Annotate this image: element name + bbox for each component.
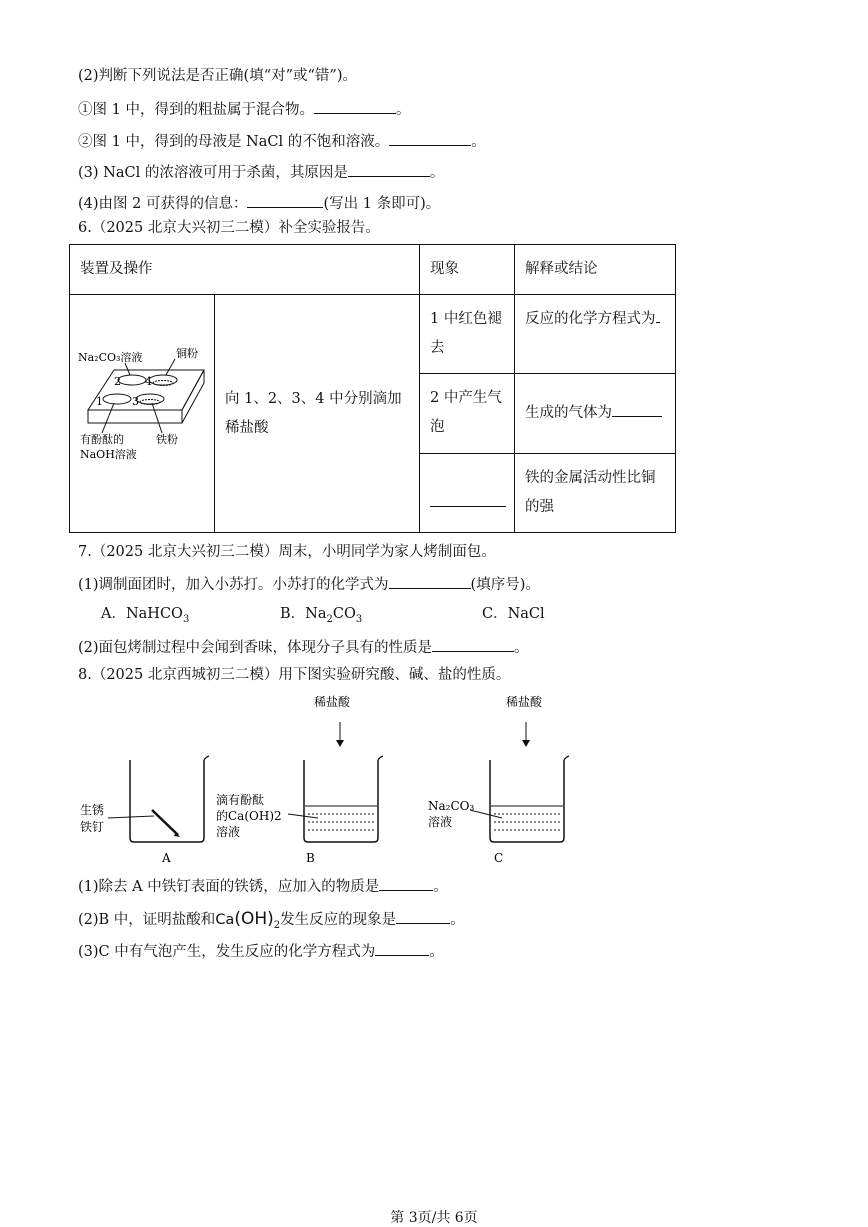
q5-part3: (3) NaCl 的浓溶液可用于杀菌，其原因是 。	[78, 161, 444, 183]
answer-blank[interactable]	[389, 130, 471, 146]
label-na2co3-solution: Na₂CO₃溶液	[78, 351, 143, 364]
answer-blank[interactable]	[430, 492, 506, 507]
conclusion-2: 生成的气体为	[515, 374, 676, 453]
label-acid-b: 稀盐酸	[314, 695, 351, 709]
phenomenon-3-blank[interactable]	[420, 453, 515, 532]
label-rusty: 生锈	[80, 803, 105, 817]
q7-title: 7.（2025 北京大兴初三二模）周末，小明同学为家人烤制面包。	[78, 544, 496, 560]
label-b-line2: 的Ca(OH)2	[216, 809, 282, 823]
experiment-report-table	[69, 244, 676, 533]
label-copper-powder: 铜粉	[176, 347, 198, 360]
header-conclusion: 解释或结论	[515, 245, 676, 295]
answer-blank[interactable]	[396, 908, 450, 924]
q8-part1: (1)除去 A 中铁钉表面的铁锈，应加入的物质是 。	[78, 875, 448, 897]
q5-part2: (2)判断下列说法是否正确(填“对”或“错”)。	[78, 68, 358, 84]
header-setup: 装置及操作	[70, 245, 420, 295]
setup-figure-cell	[70, 295, 215, 533]
q5-statement-1: ①图 1 中，得到的粗盐属于混合物。 。	[78, 98, 410, 120]
q5-part4: (4)由图 2 可获得的信息： (写出 1 条即可)。	[78, 192, 440, 214]
q8-title: 8.（2025 北京西城初三二模）用下图实验研究酸、碱、盐的性质。	[78, 667, 511, 683]
label-c-line1: Na₂CO₃	[428, 799, 475, 813]
q7-option-a: A．NaHCO$_3$	[101, 606, 190, 625]
well-number-3: 3	[132, 395, 139, 408]
answer-blank[interactable]	[348, 161, 430, 177]
q7-part1: (1)调制面团时，加入小苏打。小苏打的化学式为 (填序号)。	[78, 573, 540, 595]
label-beaker-b: B	[306, 851, 315, 865]
answer-blank[interactable]	[389, 573, 471, 589]
well-number-1: 1	[96, 395, 103, 408]
label-b-line3: 溶液	[216, 825, 241, 839]
answer-blank[interactable]	[656, 307, 660, 323]
operation-cell: 向 1、2、3、4 中分别滴加稀盐酸	[215, 295, 420, 533]
phenomenon-2: 2 中产生气泡	[420, 374, 515, 453]
well-number-2: 2	[114, 375, 121, 388]
answer-blank[interactable]	[247, 192, 323, 208]
conclusion-3: 铁的金属活动性比铜的强	[515, 453, 676, 532]
q7-option-b: B．$Na_2CO_3$	[280, 606, 363, 625]
label-naoh-1: 有酚酞的	[80, 433, 124, 446]
beaker-figure	[70, 690, 590, 868]
answer-blank[interactable]	[375, 940, 429, 956]
q6-title: 6.（2025 北京大兴初三二模）补全实验报告。	[78, 220, 380, 236]
q7-option-c: C．NaCl	[482, 606, 545, 622]
label-naoh-2: NaOH溶液	[80, 448, 137, 461]
q7-part2: (2)面包烤制过程中会闻到香味，体现分子具有的性质是 。	[78, 636, 529, 658]
label-iron-powder: 铁粉	[156, 433, 178, 446]
q8-part2: (2)B 中，证明盐酸和$Ca(OH)_2$发生反应的现象是 。	[78, 909, 465, 931]
page-footer: 第 3页/共 6页	[390, 1210, 478, 1226]
conclusion-1: 反应的化学方程式为	[515, 295, 676, 374]
answer-blank[interactable]	[379, 875, 433, 891]
q8-part3: (3)C 中有气泡产生，发生反应的化学方程式为 。	[78, 940, 444, 962]
header-phenomenon: 现象	[420, 245, 515, 295]
answer-blank[interactable]	[314, 98, 396, 114]
label-c-line2: 溶液	[428, 815, 453, 829]
well-plate-figure	[70, 295, 214, 521]
label-beaker-a: A	[162, 851, 171, 865]
label-nail: 铁钉	[80, 820, 105, 834]
answer-blank[interactable]	[612, 401, 662, 417]
label-b-line1: 滴有酚酞	[216, 793, 265, 807]
phenomenon-1: 1 中红色褪去	[420, 295, 515, 374]
well-number-4: 4	[145, 375, 152, 388]
label-acid-c: 稀盐酸	[506, 695, 543, 709]
q5-statement-2: ②图 1 中，得到的母液是 NaCl 的不饱和溶液。 。	[78, 130, 486, 152]
label-beaker-c: C	[494, 851, 504, 865]
answer-blank[interactable]	[432, 636, 514, 652]
